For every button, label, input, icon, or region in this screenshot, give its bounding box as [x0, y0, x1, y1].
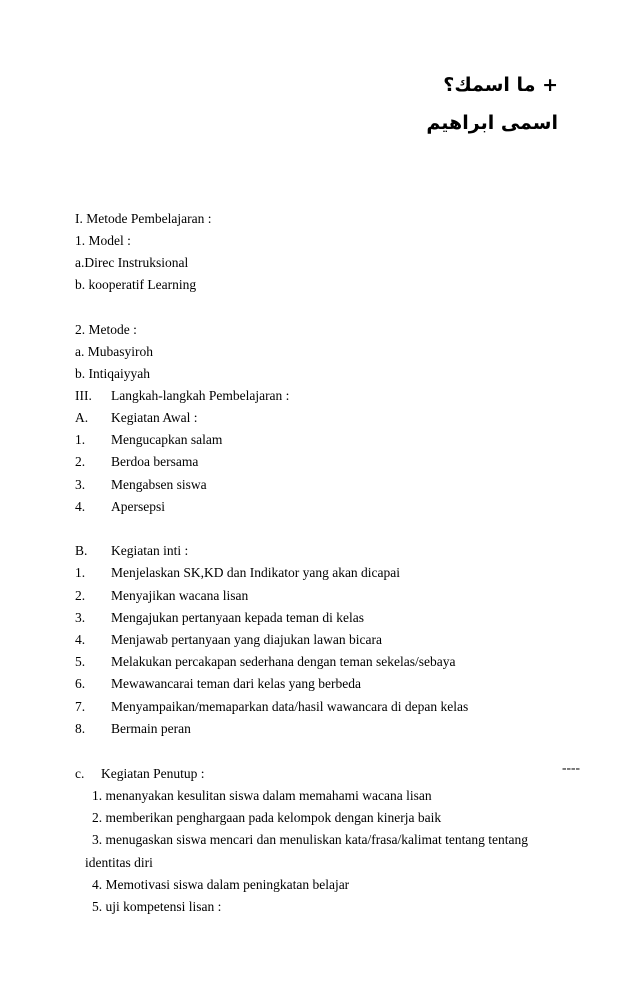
- inti-item: [75, 699, 468, 715]
- langkah-text: Langkah-langkah Pembelajaran :: [111, 388, 290, 403]
- inti-item: [75, 610, 364, 626]
- item-text: Apersepsi: [111, 499, 165, 514]
- item-number: 2.: [75, 454, 86, 469]
- item-text: Menjawab pertanyaan yang diajukan lawan bicara: [111, 632, 383, 647]
- inti-item: [75, 676, 361, 692]
- inti-label: B.: [75, 543, 88, 558]
- metode2-item: b. Intiqaiyyah: [75, 366, 150, 381]
- item-text: Mewawancarai teman dari kelas yang berbeda: [111, 676, 362, 691]
- item-number: 1.: [75, 565, 86, 580]
- item-text: Mengajukan pertanyaan kepada teman di kelas: [111, 610, 365, 625]
- item-text: Mengucapkan salam: [111, 432, 223, 447]
- metode2-item: a. Mubasyiroh: [75, 344, 153, 359]
- model-header: 1. Model :: [75, 233, 131, 248]
- model-item: a.Direc Instruksional: [75, 255, 189, 270]
- penutup-item: 5. uji kompetensi lisan :: [92, 899, 222, 914]
- arabic-question: + ما اسمك؟: [443, 74, 558, 96]
- model-item: b. kooperatif Learning: [75, 277, 197, 292]
- dash-mark: ----: [562, 760, 580, 775]
- langkah-header: [75, 388, 289, 404]
- item-text: Menjelaskan SK,KD dan Indikator yang akan dicapai: [111, 565, 401, 580]
- inti-item: [75, 588, 248, 604]
- item-text: Melakukan percakapan sederhana dengan teman sekelas/sebaya: [111, 654, 456, 669]
- item-text: Menyampaikan/memaparkan data/hasil wawancara di depan kelas: [111, 699, 469, 714]
- item-number: 7.: [75, 699, 86, 714]
- penutup-item: 3. menugaskan siswa mencari dan menuliskan kata/frasa/kalimat tentang tentang: [92, 832, 528, 847]
- metode-header: I. Metode Pembelajaran :: [75, 211, 212, 226]
- item-number: 4.: [75, 499, 86, 514]
- inti-item: [75, 565, 400, 581]
- inti-item: [75, 654, 455, 670]
- item-number: 5.: [75, 654, 86, 669]
- awal-item: [75, 454, 198, 470]
- inti-header: [75, 543, 188, 559]
- penutup-item: identitas diri: [85, 855, 153, 870]
- item-number: 2.: [75, 588, 86, 603]
- item-number: 3.: [75, 610, 86, 625]
- metode2-header: 2. Metode :: [75, 322, 137, 337]
- item-text: Berdoa bersama: [111, 454, 199, 469]
- item-number: 1.: [75, 432, 86, 447]
- penutup-item: 2. memberikan penghargaan pada kelompok dengan kinerja baik: [92, 810, 442, 825]
- item-number: 8.: [75, 721, 86, 736]
- item-number: 6.: [75, 676, 86, 691]
- awal-item: [75, 432, 222, 448]
- penutup-item: 1. menanyakan kesulitan siswa dalam memahami wacana lisan: [92, 788, 432, 803]
- penutup-header: [75, 766, 204, 782]
- item-text: Menyajikan wacana lisan: [111, 588, 249, 603]
- penutup-item: 4. Memotivasi siswa dalam peningkatan belajar: [92, 877, 350, 892]
- awal-item: [75, 477, 207, 493]
- arabic-answer: اسمى ابراهيم: [426, 112, 558, 134]
- penutup-title: Kegiatan Penutup :: [101, 766, 205, 781]
- inti-item: [75, 721, 191, 737]
- awal-label: A.: [75, 410, 89, 425]
- langkah-num: III.: [75, 388, 92, 403]
- item-number: 3.: [75, 477, 86, 492]
- awal-item: [75, 499, 165, 515]
- awal-header: [75, 410, 197, 426]
- inti-title: Kegiatan inti :: [111, 543, 189, 558]
- awal-title: Kegiatan Awal :: [111, 410, 198, 425]
- penutup-label: c.: [75, 766, 85, 781]
- inti-item: [75, 632, 382, 648]
- item-number: 4.: [75, 632, 86, 647]
- item-text: Bermain peran: [111, 721, 191, 736]
- item-text: Mengabsen siswa: [111, 477, 207, 492]
